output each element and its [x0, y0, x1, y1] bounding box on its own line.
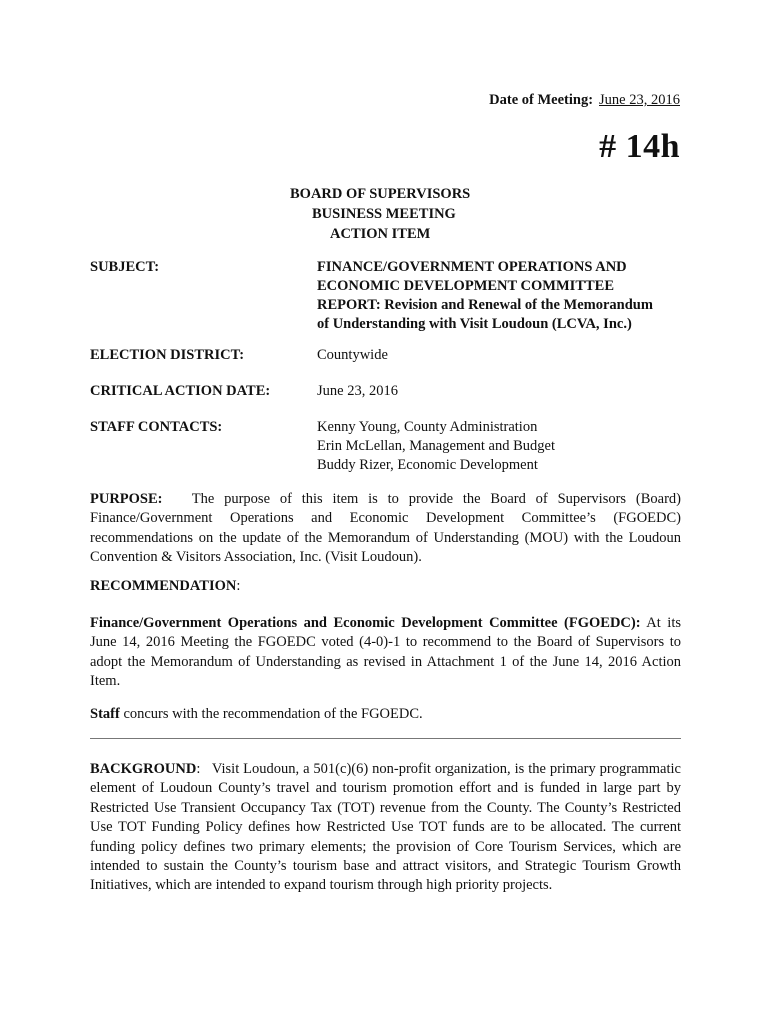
subject-line: of Understanding with Visit Loudoun (LCVA, Inc.)	[317, 316, 632, 332]
critical-action-date-value: June 23, 2016	[317, 383, 398, 399]
background-text: Visit Loudoun, a 501(c)(6) non-profit organization, is the primary programmatic element of Loudoun County’s travel and tourism promotion effort and is funded in large part by Restricted Use Transient Occupancy Tax (TOT) revenue from the County. The County’s Restricted Use TOT Funding Policy defines how Restricted Use TOT funds are to be allocated. The current funding policy defines two primary elements; the provision of Core Tourism Services, which are intended to sustain the County’s tourism base and attract visitors, and Strategic Tourism Growth Initiatives, which are intended to expand tourism through high priority projects.	[90, 761, 681, 894]
background-label: BACKGROUND	[90, 761, 197, 777]
staff-label: Staff	[90, 706, 120, 722]
subject-label: SUBJECT:	[90, 259, 160, 275]
staff-contacts-row	[90, 418, 680, 478]
election-district-row	[90, 346, 680, 366]
subject-line: REPORT: Revision and Renewal of the Memorandum	[317, 297, 653, 313]
staff-concurrence-text: concurs with the recommendation of the FGOEDC.	[123, 706, 423, 722]
subject-value	[317, 258, 697, 334]
recommendation-colon: :	[236, 578, 241, 594]
committee-recommendation-paragraph	[90, 614, 681, 692]
board-heading-line: ACTION ITEM	[330, 226, 431, 242]
staff-contact: Erin McLellan, Management and Budget	[317, 438, 555, 454]
critical-action-date-row	[90, 382, 680, 402]
recommendation-label: RECOMMENDATION	[90, 578, 237, 594]
committee-label: Finance/Government Operations and Economic Development Committee (FGOEDC):	[90, 615, 641, 631]
meeting-date-label: Date of Meeting:	[489, 92, 594, 108]
board-heading	[0, 184, 770, 244]
staff-contact: Kenny Young, County Administration	[317, 419, 538, 435]
staff-concurrence-paragraph	[90, 705, 681, 724]
item-number: # 14h	[599, 128, 680, 165]
election-district-value: Countywide	[317, 347, 388, 363]
subject-line: FINANCE/GOVERNMENT OPERATIONS AND	[317, 259, 627, 275]
board-heading-line: BUSINESS MEETING	[312, 206, 456, 222]
staff-contacts-value	[317, 418, 697, 475]
background-paragraph	[90, 760, 681, 896]
purpose-paragraph	[90, 490, 681, 568]
meeting-date-line	[489, 92, 680, 109]
staff-contacts-label: STAFF CONTACTS:	[90, 419, 223, 435]
subject-line: ECONOMIC DEVELOPMENT COMMITTEE	[317, 278, 615, 294]
subject-row	[90, 258, 680, 338]
purpose-label: PURPOSE:	[90, 491, 163, 507]
committee-text: At its June 14, 2016 Meeting the FGOEDC voted (4-0)-1 to recommend to the Board of Supervisors to adopt the Memorandum of Understanding as revised in Attachment 1 of the June 14, 2016 Action Item.	[90, 615, 681, 690]
critical-action-date-label: CRITICAL ACTION DATE:	[90, 383, 271, 399]
staff-contact: Buddy Rizer, Economic Development	[317, 457, 538, 473]
recommendation-heading	[90, 577, 681, 596]
purpose-text: The purpose of this item is to provide the Board of Supervisors (Board) Finance/Government Operations and Economic Development Committee’s (FGOEDC) recommendations on the update of the Memorandum of Understanding (MOU) with the Loudoun Convention & Visitors Association, Inc. (Visit Loudoun).	[90, 491, 681, 566]
board-heading-line: BOARD OF SUPERVISORS	[290, 186, 471, 202]
meeting-date-value: June 23, 2016	[599, 92, 680, 108]
election-district-label: ELECTION DISTRICT:	[90, 347, 245, 363]
background-colon: :	[196, 761, 201, 777]
section-divider	[90, 738, 681, 739]
